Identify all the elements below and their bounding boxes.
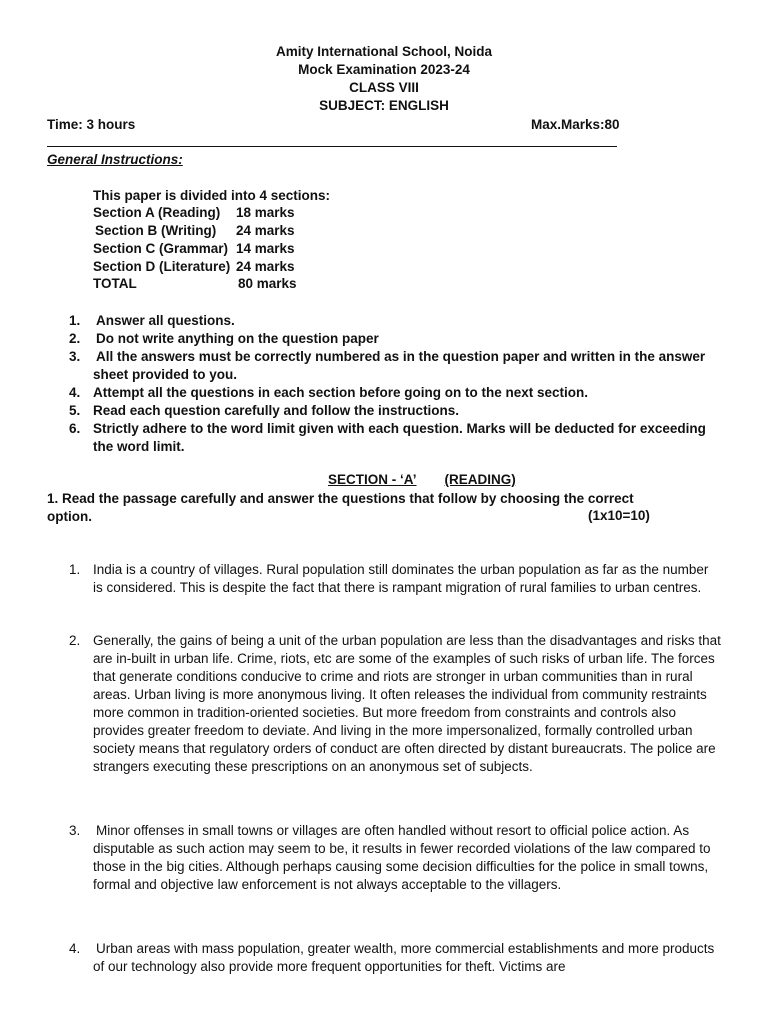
section-marks: 80 marks (238, 276, 297, 291)
class-label: CLASS VIII (349, 80, 419, 95)
section-a-subtitle: (READING) (444, 472, 516, 487)
section-marks: 24 marks (236, 223, 295, 238)
instruction-item: 4. Attempt all the questions in each section before going on to the next section. (69, 385, 589, 400)
passage-paragraph: 2. Generally, the gains of being a unit of the urban population are less than the disadvantages and risks that are in-built in urban life. Crime, riots, etc are some of the examples of such risks of urban life. The forces that generate conditions conducive to crime and riots are stronger in urban communities than in rural areas. Urban living is more anonymous living. It often releases the individual from community restraints more common in tradition-oriented societies. But more freedom from constraints and controls also provides greater freedom to deviate. And living in the more impersonalized, formally controlled urban society means that regulatory orders of conduct are often directed by distant bureaucrats. The police are strangers executing these prescriptions on an anonymous set of subjects. (69, 633, 721, 774)
passage-paragraph: 3. Minor offenses in small towns or villages are often handled without resort to official police action. As disputable as such action may seem to be, it results in fewer recorded violations of the law compared to those in the big cities. Although perhaps causing some decision difficulties for the police in small towns, formal and objective law enforcement is not always acceptable to the villagers. (69, 823, 711, 892)
exam-title: Mock Examination 2023-24 (298, 62, 470, 77)
section-name: TOTAL (93, 276, 137, 291)
section-marks: 18 marks (236, 205, 295, 220)
time-label: Time: 3 hours (47, 117, 136, 132)
section-name: Section D (Literature) (93, 259, 231, 274)
instruction-item: 3. All the answers must be correctly numbered as in the question paper and written in the answer sheet provided to you. (69, 349, 706, 382)
subject-label: SUBJECT: ENGLISH (319, 98, 449, 113)
section-a-heading (328, 472, 516, 487)
section-name: Section C (Grammar) (93, 241, 229, 256)
section-row (95, 223, 295, 238)
section-name: Section B (Writing) (95, 223, 217, 238)
passage-paragraph: 4. Urban areas with mass population, greater wealth, more commercial establishments and more products of our technology also provide more frequent opportunities for theft. Victims are (69, 941, 715, 974)
instruction-item: 6. Strictly adhere to the word limit given with each question. Marks will be deducted for exceeding the word limit. (69, 421, 706, 454)
section-a-title: SECTION - ‘A’ (328, 472, 417, 487)
header-divider (47, 146, 617, 147)
general-instructions-title: General Instructions: (47, 152, 183, 167)
school-name: Amity International School, Noida (275, 44, 493, 59)
section-row (93, 259, 295, 274)
section-name: Section A (Reading) (93, 205, 221, 220)
instruction-item: 2. Do not write anything on the question paper (69, 331, 379, 346)
section-row (93, 241, 295, 256)
instruction-item: 1. Answer all questions. (69, 313, 235, 328)
question-1-prompt: 1. Read the passage carefully and answer the questions that follow by choosing the correct option. (47, 491, 634, 524)
max-marks-label: Max.Marks:80 (531, 117, 620, 132)
section-marks: 14 marks (236, 241, 295, 256)
section-row-total (93, 276, 297, 291)
passage-paragraph: 1. India is a country of villages. Rural population still dominates the urban population as far as the number is considered. This is despite the fact that there is rampant migration of rural families to urban centres. (69, 562, 709, 595)
instructions-list (47, 312, 717, 456)
section-marks: 24 marks (236, 259, 295, 274)
instruction-item: 5. Read each question carefully and follow the instructions. (69, 403, 460, 418)
section-row (93, 205, 295, 220)
sections-intro: This paper is divided into 4 sections: (93, 188, 331, 203)
question-1-marks: (1x10=10) (588, 508, 650, 523)
